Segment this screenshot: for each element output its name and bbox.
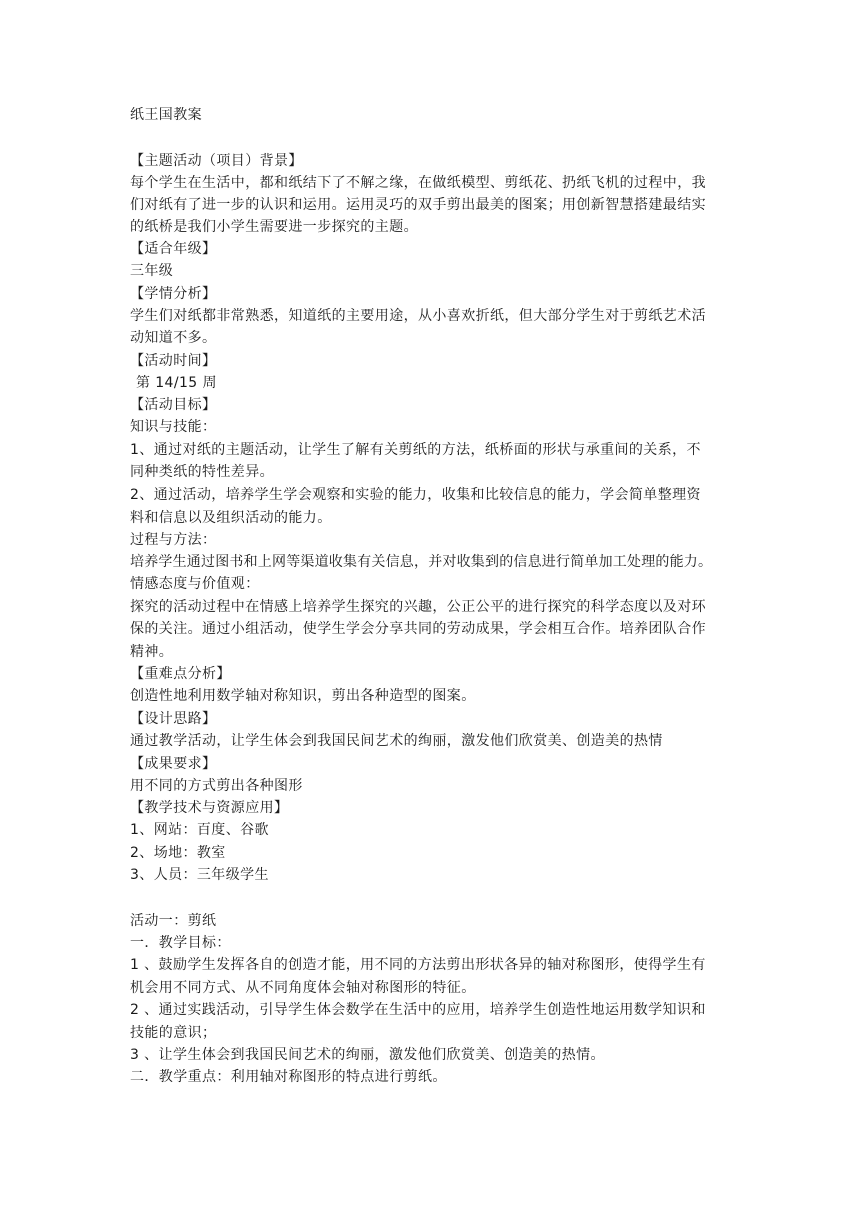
section-heading-time: 【活动时间】 [130, 353, 217, 369]
section-heading-grade: 【适合年级】 [130, 241, 217, 257]
list-item: 2、场地：教室 [130, 845, 226, 861]
list-item: 1、网站：百度、谷歌 [130, 822, 269, 838]
section-heading-resources: 【教学技术与资源应用】 [130, 800, 289, 816]
paragraph-line: 1、通过对纸的主题活动，让学生了解有关剪纸的方法，纸桥面的形状与承重间的关系，不 [130, 442, 701, 458]
activity-heading: 活动一：剪纸 [130, 913, 217, 929]
paragraph-line: 知识与技能： [130, 419, 217, 435]
section-heading-analysis: 【学情分析】 [130, 286, 217, 302]
paragraph-line: 技能的意识； [130, 1025, 217, 1041]
paragraph-line: 机会用不同方式、从不同角度体会轴对称图形的特征。 [130, 980, 476, 996]
paragraph-line: 保的关注。通过小组活动，使学生学会分享共同的劳动成果，学会相互合作。培养团队合作 [130, 621, 706, 637]
doc-title: 纸王国教案 [130, 107, 202, 123]
paragraph-line: 二．教学重点：利用轴对称图形的特点进行剪纸。 [130, 1069, 447, 1085]
section-heading-background: 【主题活动（项目）背景】 [130, 153, 303, 169]
paragraph-line: 培养学生通过图书和上网等渠道收集有关信息，并对收集到的信息进行简单加工处理的能力。 [130, 554, 713, 570]
paragraph-line: 过程与方法： [130, 532, 217, 548]
paragraph-line: 情感态度与价值观： [130, 576, 260, 592]
paragraph-line: 精神。 [130, 644, 174, 660]
paragraph-line: 2、通过活动，培养学生学会观察和实验的能力，收集和比较信息的能力，学会简单整理资 [130, 487, 701, 503]
paragraph-line: 料和信息以及组织活动的能力。 [130, 510, 332, 526]
section-heading-design: 【设计思路】 [130, 711, 217, 727]
paragraph-line: 的纸桥是我们小学生需要进一步探究的主题。 [130, 219, 418, 235]
paragraph-line: 通过教学活动，让学生体会到我国民间艺术的绚丽，激发他们欣赏美、创造美的热情 [130, 733, 663, 749]
paragraph-line: 动知道不多。 [130, 330, 217, 346]
paragraph-line: 学生们对纸都非常熟悉，知道纸的主要用途，从小喜欢折纸，但大部分学生对于剪纸艺术活 [130, 308, 706, 324]
paragraph-line: 第 14/15 周 [136, 375, 217, 391]
list-item: 3 、让学生体会到我国民间艺术的绚丽，激发他们欣赏美、创造美的热情。 [130, 1047, 605, 1063]
section-heading-goals: 【活动目标】 [130, 397, 217, 413]
paragraph-line: 一．教学目标： [130, 935, 231, 951]
list-item: 1 、鼓励学生发挥各自的创造才能，用不同的方法剪出形状各异的轴对称图形，使得学生有 [130, 957, 706, 973]
list-item: 3、人员：三年级学生 [130, 867, 269, 883]
paragraph-line: 创造性地利用数学轴对称知识，剪出各种造型的图案。 [130, 688, 476, 704]
section-heading-difficulty: 【重难点分析】 [130, 666, 231, 682]
paragraph-line: 们对纸有了进一步的认识和运用。运用灵巧的双手剪出最美的图案；用创新智慧搭建最结实 [130, 197, 706, 213]
paragraph-line: 探究的活动过程中在情感上培养学生探究的兴趣，公正公平的进行探究的科学态度以及对环 [130, 599, 706, 615]
section-heading-outcome: 【成果要求】 [130, 756, 217, 772]
paragraph-line: 每个学生在生活中，都和纸结下了不解之缘，在做纸模型、剪纸花、扔纸飞机的过程中，我 [130, 175, 706, 191]
paragraph-line: 同种类纸的特性差异。 [130, 464, 274, 480]
paragraph-line: 用不同的方式剪出各种图形 [130, 778, 303, 794]
paragraph-line: 三年级 [130, 263, 174, 279]
list-item: 2 、通过实践活动，引导学生体会数学在生活中的应用，培养学生创造性地运用数学知识和 [130, 1002, 706, 1018]
